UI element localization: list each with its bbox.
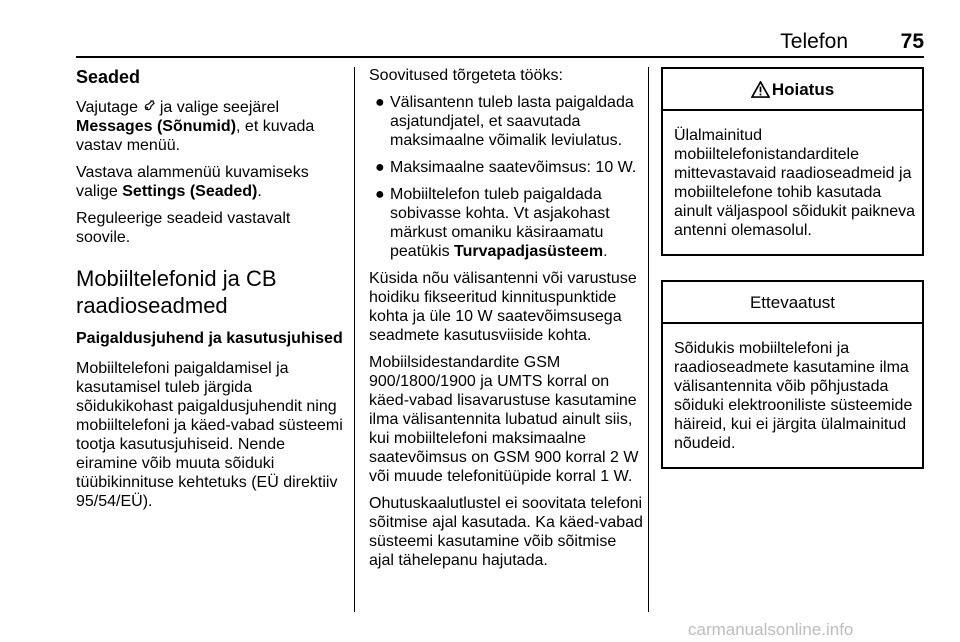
settings-gear-icon (142, 100, 155, 113)
recommendations-intro: Soovitused tõrgeteta tööks: (369, 67, 563, 84)
warning-title-text: Hoiatus (771, 79, 835, 99)
text: . (603, 243, 608, 260)
standards-paragraph: Mobiilsidestandardite GSM 900/1800/1900 ja UMTS korral on käed-vabad lisavarustuse kasutamine ilma välisantennita lubatud ainult siis, kui mobiiltelefoni maksimaalne saatevõimsus on GSM 900 korral 2 W või muude telefonitüüpide korral 1 W. (369, 354, 639, 485)
column-divider-left (354, 67, 355, 612)
page-number: 75 (900, 30, 924, 53)
section-title: Telefon (780, 30, 848, 53)
seaded-heading: Seaded (76, 67, 141, 87)
text: Vajutage (76, 99, 143, 116)
warning-triangle-icon (751, 81, 770, 98)
column-middle (369, 66, 644, 578)
column-right (661, 67, 924, 493)
safety-paragraph: Ohutuskaalutlustel ei soovitata telefoni sõitmise ajal kasutada. Ka käed-vabad süsteemi kasutamine võib sõitmise ajal tähelepanu hajutada. (369, 495, 643, 569)
menu-label-messages: Messages (Sõnumid) (76, 118, 237, 135)
bullet: ● (375, 94, 385, 111)
installation-paragraph: Mobiiltelefoni paigaldamisel ja kasutamisel tuleb järgida sõidukikohast paigaldusjuhendit ning mobiiltelefoni ja käed-vabad süsteemi tootja kasutusjuhiseid. Nende eiramine võib muuta sõiduki tüübikinnituse kehtetuks (EÜ direktiiv 95/54/EÜ). (76, 360, 343, 510)
warning-title (663, 69, 922, 111)
caution-box (661, 280, 924, 469)
antenna-paragraph: Küsida nõu välisantenni või varustuse hoidiku fikseeritud kinnituspunktide kohta ja üle 10 W saatevõimsusega seadmete kasutusviiside kohta. (369, 270, 637, 344)
column-left (76, 66, 348, 519)
installation-subheading: Paigaldusjuhend ja kasutusjuhised (76, 330, 343, 347)
list-item-text: Maksimaalne saatevõimsus: 10 W. (390, 159, 637, 176)
bullet: ● (375, 186, 385, 203)
list-item-text: Välisantenn tuleb lasta paigaldada asjatundjatel, et saavutada maksimaalne võimalik leviulatus. (390, 94, 634, 149)
caution-title: Ettevaatust (663, 282, 922, 324)
chapter-reference: Turvapadjasüsteem (454, 243, 604, 260)
caution-body: Sõidukis mobiiltelefoni ja raadioseadmete kasutamine ilma välisantennita võib põhjustada sõiduki elektrooniliste süsteemide häireid, kui ei järgita ülalmainitud nõudeid. (674, 340, 913, 452)
watermark: carmanualsonline.info (688, 620, 854, 639)
list-item (369, 158, 644, 177)
mobile-phones-heading: Mobiiltelefonid ja CB raadioseadmed (76, 266, 277, 318)
seaded-paragraph-1 (76, 98, 348, 155)
text: ja valige seejärel (155, 99, 280, 116)
warning-body: Ülalmainitud mobiiltelefonistandarditele mittevastavaid raadioseadmeid ja mobiiltelefone tohib kasutada ainult väljaspool sõidukit paikneva antenni olemasolul. (674, 127, 916, 239)
recommendations-list (369, 93, 644, 261)
text: . (257, 183, 262, 200)
bullet: ● (375, 159, 385, 176)
list-item (369, 185, 644, 261)
seaded-paragraph-3: Reguleerige seadeid vastavalt soovile. (76, 210, 291, 246)
menu-label-settings: Settings (Seaded) (122, 183, 258, 200)
list-item-text: Mobiiltelefon tuleb paigaldada sobivasse kohta. Vt asjakohast märkust omaniku käsiraamatu peatükis (390, 186, 610, 260)
seaded-paragraph-2 (76, 163, 348, 201)
column-divider-right (648, 67, 649, 612)
list-item (369, 93, 644, 150)
header-rule (76, 56, 924, 58)
warning-box (661, 67, 924, 256)
page-header (0, 30, 960, 56)
text: , et kuvada vastav menüü. (76, 118, 315, 154)
text: Vastava alammenüü kuvamiseks valige (76, 164, 309, 200)
